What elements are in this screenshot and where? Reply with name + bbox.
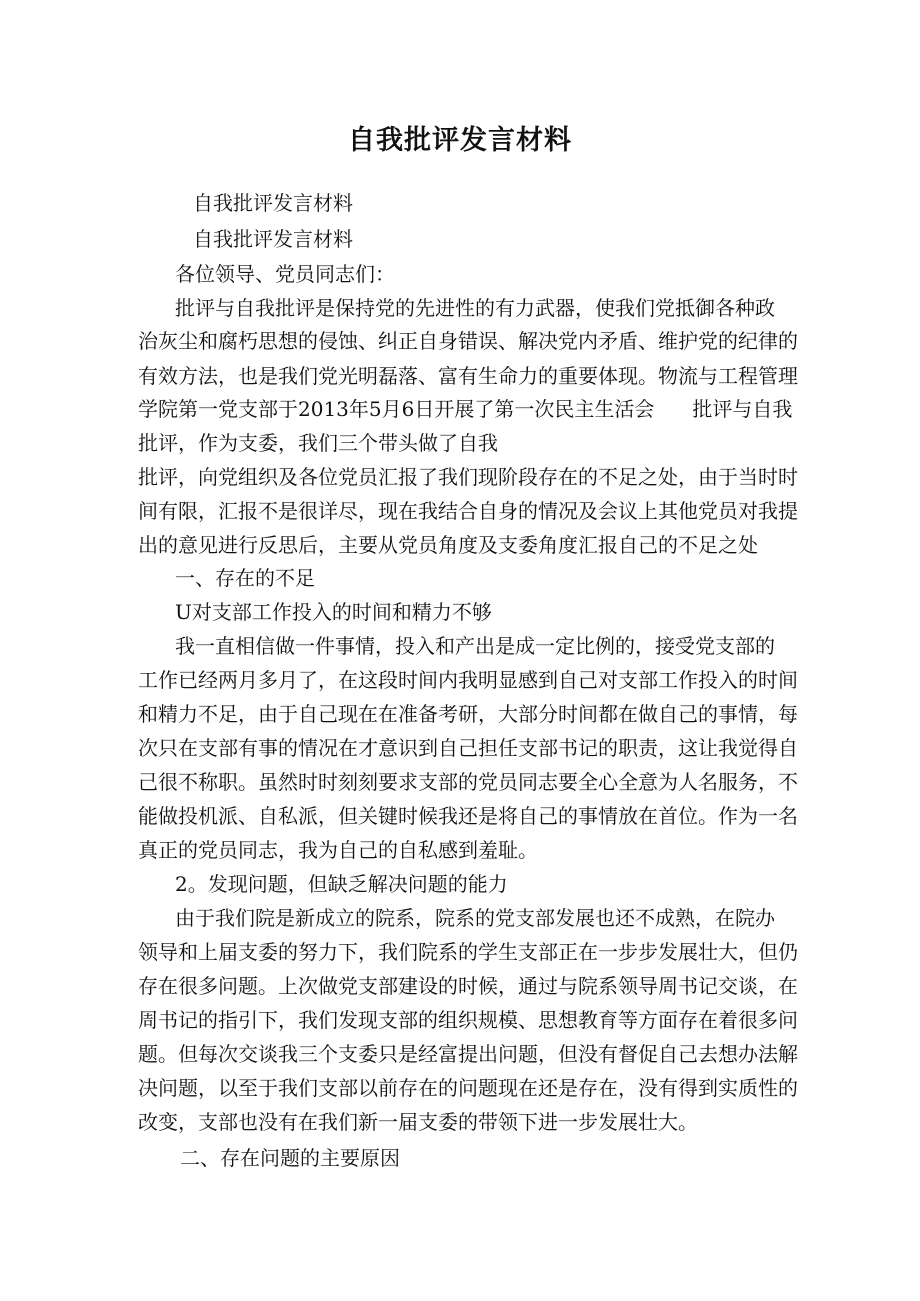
paragraph-line: 出的意见进行反思后，主要从党员角度及支委角度汇报自己的不足之处 bbox=[138, 533, 758, 557]
paragraph-line: 有效方法，也是我们党光明磊落、富有生命力的重要体现。物流与工程管理 bbox=[138, 364, 798, 388]
paragraph-line: 治灰尘和腐朽思想的侵蚀、纠正自身错误、解决党内矛盾、维护党的纪律的 bbox=[138, 329, 798, 353]
paragraph-line: 己很不称职。虽然时时刻刻要求支部的党员同志要全心全意为人名服务，不 bbox=[138, 770, 798, 794]
subsection-heading: U对支部工作投入的时间和精力不够 bbox=[175, 600, 492, 624]
paragraph-line: 我一直相信做一件事情，投入和产出是成一定比例的，接受党支部的 bbox=[175, 634, 775, 658]
paragraph-line: 题。但每次交谈我三个支委只是经富提出问题，但没有督促自己去想办法解 bbox=[138, 1042, 798, 1066]
paragraph-line: 批评，向党组织及各位党员汇报了我们现阶段存在的不足之处，由于当时时 bbox=[138, 465, 798, 489]
paragraph-line: 间有限，汇报不是很详尽，现在我结合自身的情况及会议上其他党员对我提 bbox=[138, 499, 798, 523]
paragraph-line: 改变，支部也没有在我们新一届支委的带领下进一步发展壮大。 bbox=[138, 1110, 698, 1134]
salutation: 各位领导、党员同志们： bbox=[175, 262, 395, 286]
paragraph-segment: 批评与自我 bbox=[692, 397, 793, 421]
paragraph-line: 次只在支部有事的情况在才意识到自己担任支部书记的职责，这让我觉得自 bbox=[138, 736, 798, 760]
subsection-heading: 2。发现问题，但缺乏解决问题的能力 bbox=[175, 872, 508, 896]
section-heading: 一、存在的不足 bbox=[175, 566, 315, 590]
subtitle-line: 自我批评发言材料 bbox=[193, 227, 353, 251]
paragraph-segment: 学院第一党支部于2013年5月6日开展了第一次民主生活会 bbox=[138, 397, 655, 421]
paragraph-line: 领导和上届支委的努力下，我们院系的学生支部正在一步步发展壮大，但仍 bbox=[138, 940, 798, 964]
paragraph-line: 能做投机派、自私派，但关键时候我还是将自己的事情放在首位。作为一名 bbox=[138, 804, 798, 828]
paragraph-line: 和精力不足，由于自己现在在准备考研，大部分时间都在做自己的事情，每 bbox=[138, 702, 798, 726]
section-heading: 二、存在问题的主要原因 bbox=[180, 1146, 400, 1170]
paragraph-line bbox=[138, 397, 792, 421]
paragraph-line: 周书记的指引下，我们发现支部的组织规模、思想教育等方面存在着很多问 bbox=[138, 1008, 798, 1032]
paragraph-line: 决问题，以至于我们支部以前存在的问题现在还是存在，没有得到实质性的 bbox=[138, 1076, 798, 1100]
paragraph-line: 存在很多问题。上次做党支部建设的时候，通过与院系领导周书记交谈，在 bbox=[138, 974, 798, 998]
paragraph-line: 批评，作为支委，我们三个带头做了自我 bbox=[138, 431, 498, 455]
subtitle-line: 自我批评发言材料 bbox=[193, 191, 353, 215]
paragraph-line: 由于我们院是新成立的院系，院系的党支部发展也还不成熟，在院办 bbox=[175, 906, 775, 930]
document-title: 自我批评发言材料 bbox=[348, 125, 572, 156]
paragraph-line: 真正的党员同志，我为自己的自私感到羞耻。 bbox=[138, 838, 538, 862]
paragraph-line: 工作已经两月多月了，在这段时间内我明显感到自己对支部工作投入的时间 bbox=[138, 668, 798, 692]
paragraph-line: 批评与自我批评是保持党的先进性的有力武器，使我们党抵御各种政 bbox=[175, 296, 775, 320]
